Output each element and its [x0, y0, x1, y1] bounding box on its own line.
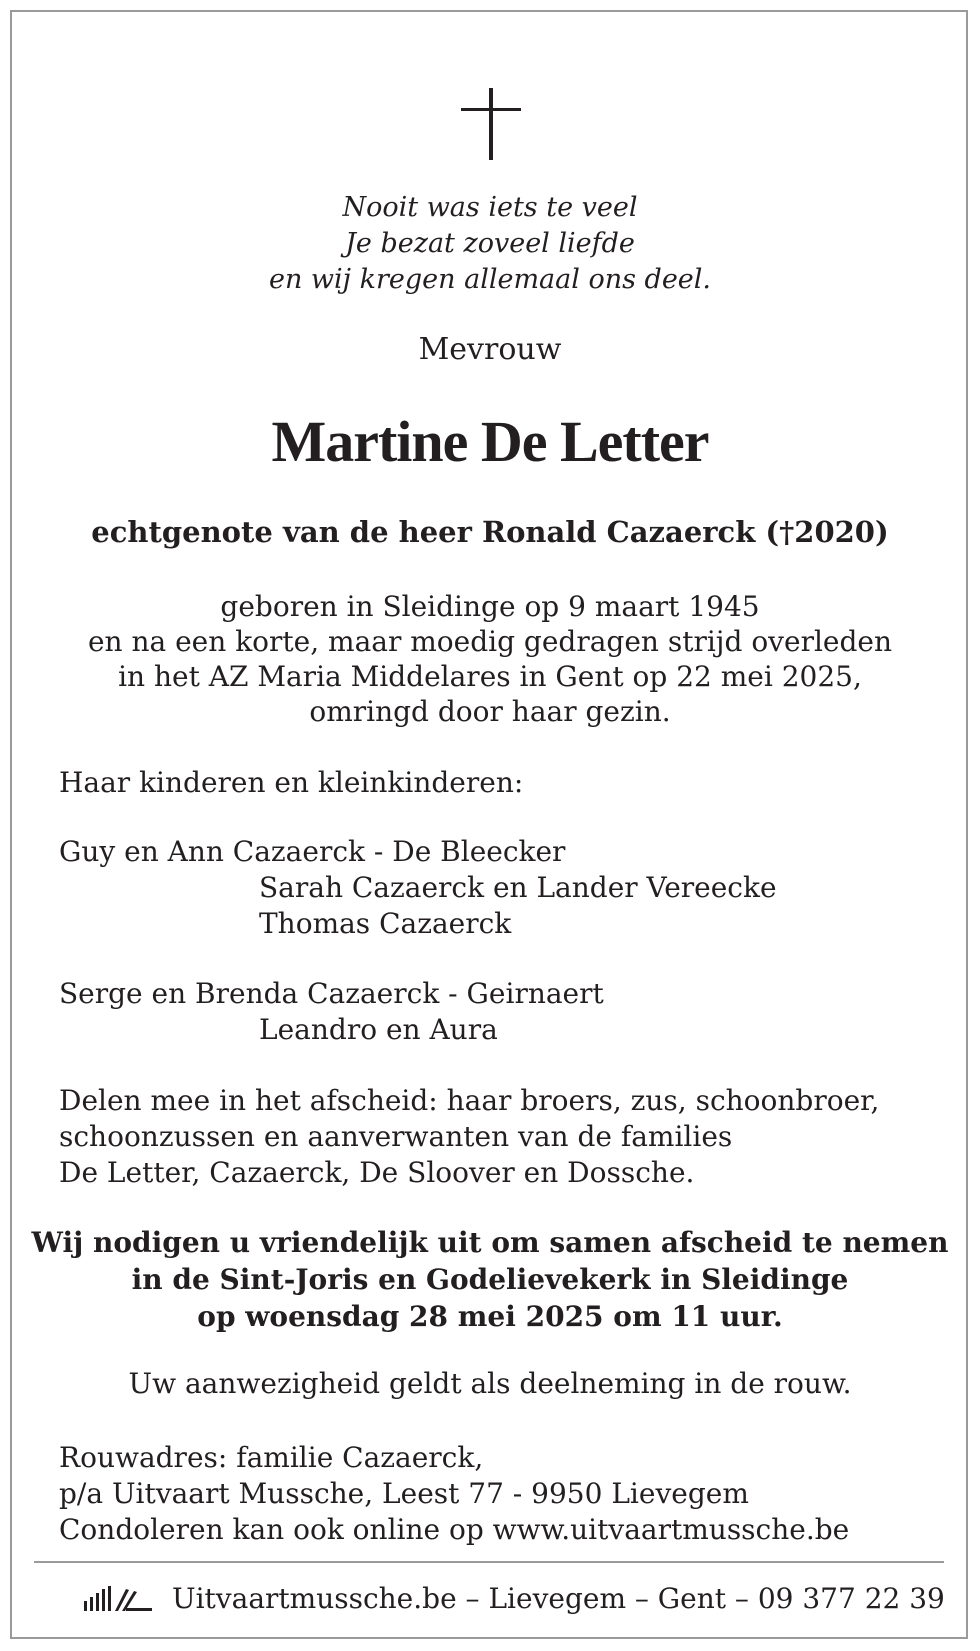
- family-group: [59, 976, 604, 1048]
- footer-contact: Uitvaartmussche.be – Lievegem – Gent – 09 377 22 39: [172, 1582, 945, 1615]
- memorial-poem: [0, 190, 980, 298]
- family-parents: Guy en Ann Cazaerck - De Bleecker: [59, 835, 566, 868]
- birth-death-details: [0, 589, 980, 729]
- children-heading: Haar kinderen en kleinkinderen:: [59, 766, 524, 799]
- mourning-address: [59, 1440, 849, 1548]
- poem-line: Nooit was iets te veel: [342, 192, 638, 223]
- also-grieving: [59, 1083, 879, 1191]
- details-line: en na een korte, maar moedig gedragen strijd overleden: [87, 625, 892, 658]
- cross-icon: [461, 88, 521, 160]
- invitation-line: op woensdag 28 mei 2025 om 11 uur.: [197, 1300, 783, 1333]
- share-line: schoonzussen en aanverwanten van de families: [59, 1120, 733, 1153]
- details-line: geboren in Sleidinge op 9 maart 1945: [220, 590, 760, 623]
- poem-line: en wij kregen allemaal ons deel.: [268, 264, 712, 295]
- family-child: Leandro en Aura: [259, 1013, 498, 1046]
- details-line: in het AZ Maria Middelares in Gent op 22 mei 2025,: [118, 660, 862, 693]
- invitation-line: in de Sint-Joris en Godelievekerk in Sleidinge: [131, 1263, 849, 1296]
- family-child: Thomas Cazaerck: [259, 907, 512, 940]
- address-line: Rouwadres: familie Cazaerck,: [59, 1441, 484, 1474]
- family-group: [59, 834, 777, 942]
- funeral-invitation: [0, 1224, 980, 1335]
- invitation-line: Wij nodigen u vriendelijk uit om samen afscheid te nemen: [31, 1226, 949, 1259]
- share-line: Delen mee in het afscheid: haar broers, zus, schoonbroer,: [59, 1084, 880, 1117]
- footer: [82, 1579, 945, 1619]
- honorific: Mevrouw: [418, 332, 562, 367]
- address-line: p/a Uitvaart Mussche, Leest 77 - 9950 Lievegem: [59, 1477, 749, 1510]
- presence-note: Uw aanwezigheid geldt als deelneming in de rouw.: [128, 1367, 852, 1400]
- family-parents: Serge en Brenda Cazaerck - Geirnaert: [59, 977, 604, 1010]
- details-line: omringd door haar gezin.: [309, 695, 671, 728]
- footer-divider: [34, 1561, 944, 1563]
- family-child: Sarah Cazaerck en Lander Vereecke: [259, 871, 777, 904]
- spouse-line: echtgenote van de heer Ronald Cazaerck (†2020): [91, 515, 889, 549]
- poem-line: Je bezat zoveel liefde: [345, 228, 635, 259]
- address-line: Condoleren kan ook online op www.uitvaartmussche.be: [59, 1513, 850, 1546]
- deceased-name: Martine De Letter: [271, 409, 709, 474]
- uitvaart-mussche-logo-icon: [82, 1585, 154, 1613]
- share-line: De Letter, Cazaerck, De Sloover en Dossche.: [59, 1156, 695, 1189]
